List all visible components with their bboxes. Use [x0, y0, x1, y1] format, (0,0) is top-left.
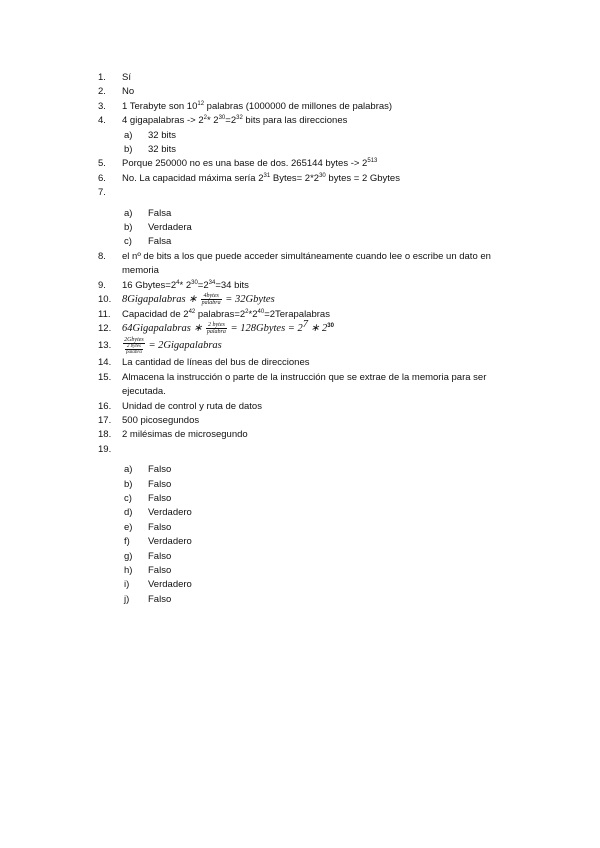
- exponent: 12: [197, 100, 205, 107]
- sub-list: [122, 463, 518, 607]
- answer-list: [98, 71, 518, 607]
- sub-item: a) Falso: [124, 464, 172, 476]
- math-expression: 64Gigapalabras ∗: [122, 322, 205, 334]
- answer-item-2: 2. No: [98, 86, 135, 98]
- answer-item-16: 16. Unidad de control y ruta de datos: [98, 400, 262, 412]
- answer-item-15: 15. Almacena la instrucción o parte de la instrucción que se extrae de la memoria para ser ejecutada.: [98, 371, 487, 398]
- sub-item: a) 32 bits: [124, 129, 176, 141]
- sub-item: g) Falso: [124, 550, 172, 562]
- answer-text: 1 Terabyte son 10: [122, 100, 198, 112]
- sub-list: [122, 129, 518, 158]
- answer-item-11: 11. Capacidad de $2^{42}$ $palabras=2^2*2^{40}=2Terapalabras$: [98, 308, 330, 320]
- answer-item-18: 18. 2 milésimas de microsegundo: [98, 429, 248, 441]
- sub-item: h) Falso: [124, 565, 172, 577]
- answer-item-17: 17. 500 picosegundos: [98, 414, 200, 426]
- sub-item: j) Falso: [124, 593, 172, 605]
- answer-item-8: 8. el nº de bits a los que puede acceder simultáneamente cuando lee o escribe un dato en memoria: [98, 250, 491, 277]
- answer-item-6: 6. No. La capacidad máxima sería $2^{31}$ Bytes= $2*2^{30}$ bytes = 2 Gbytes: [98, 172, 400, 184]
- answer-item-4: 4. 4 gigapalabras -> $2^2*$ $2^{30}=2^{32}$ bits para las direcciones a) 32 bits b) 32 bits: [98, 114, 518, 157]
- sub-list: [122, 207, 518, 250]
- fraction: 2 bytes palabra: [206, 321, 226, 335]
- sub-item: b) Verdadera: [124, 222, 192, 234]
- answer-item-14: 14. La cantidad de líneas del bus de direcciones: [98, 357, 310, 369]
- nested-fraction: 2 bytes palabra: [126, 343, 142, 355]
- answer-item-13: 13. 2Gbytes 2 bytes palabra = 2Gigapalabras: [98, 336, 222, 355]
- sub-item: b) Falso: [124, 478, 172, 490]
- sub-item: d) Verdadero: [124, 507, 192, 519]
- answer-item-7: 7. a) Falsa b) Verdadera c) Falsa: [98, 186, 518, 250]
- fraction: 4bytes palabra: [201, 293, 221, 307]
- sub-item: e) Falso: [124, 521, 172, 533]
- answer-text: Sí: [122, 72, 131, 83]
- sub-item: b) 32 bits: [124, 144, 176, 156]
- answer-item-1: 1. Sí: [98, 72, 131, 83]
- fraction: 2Gbytes 2 bytes palabra: [124, 336, 144, 355]
- sub-item: c) Falso: [124, 493, 172, 504]
- answer-item-5: 5. Porque 250000 no es una base de dos. 265144 bytes -> $2^{513}$: [98, 158, 378, 170]
- answer-item-9: 9. 16 $Gbytes=2^4*$ $2^{30}=2^{34}=34$ bits: [98, 279, 249, 291]
- answer-text: No: [122, 86, 135, 98]
- answer-item-3: 3. 1 Terabyte son $10^{12}$ palabras (1000000 de millones de palabras): [98, 100, 393, 112]
- sub-item: c) Falsa: [124, 236, 172, 248]
- sub-item: i) Verdadero: [124, 579, 192, 591]
- answer-text: palabras (1000000 de millones de palabras): [204, 100, 393, 112]
- sub-item: f) Verdadero: [124, 536, 192, 548]
- sub-item: a) Falsa: [124, 207, 172, 219]
- math-expression: 8Gigapalabras ∗: [122, 294, 200, 306]
- answer-item-19: 19. a) Falso b) Falso c) Falso d) Verdadero e) Falso f) Verdadero g) Falso h) Falso i) Verdadero j) Falso: [98, 443, 518, 607]
- answer-item-12: 12. 64Gigapalabras ∗ 2 bytes palabra = 128Gbytes = $2^7$ ∗ $2^{30}$: [98, 318, 334, 335]
- answer-item-10: 10. 8Gigapalabras ∗ 4bytes palabra = 32Gbytes: [98, 293, 275, 307]
